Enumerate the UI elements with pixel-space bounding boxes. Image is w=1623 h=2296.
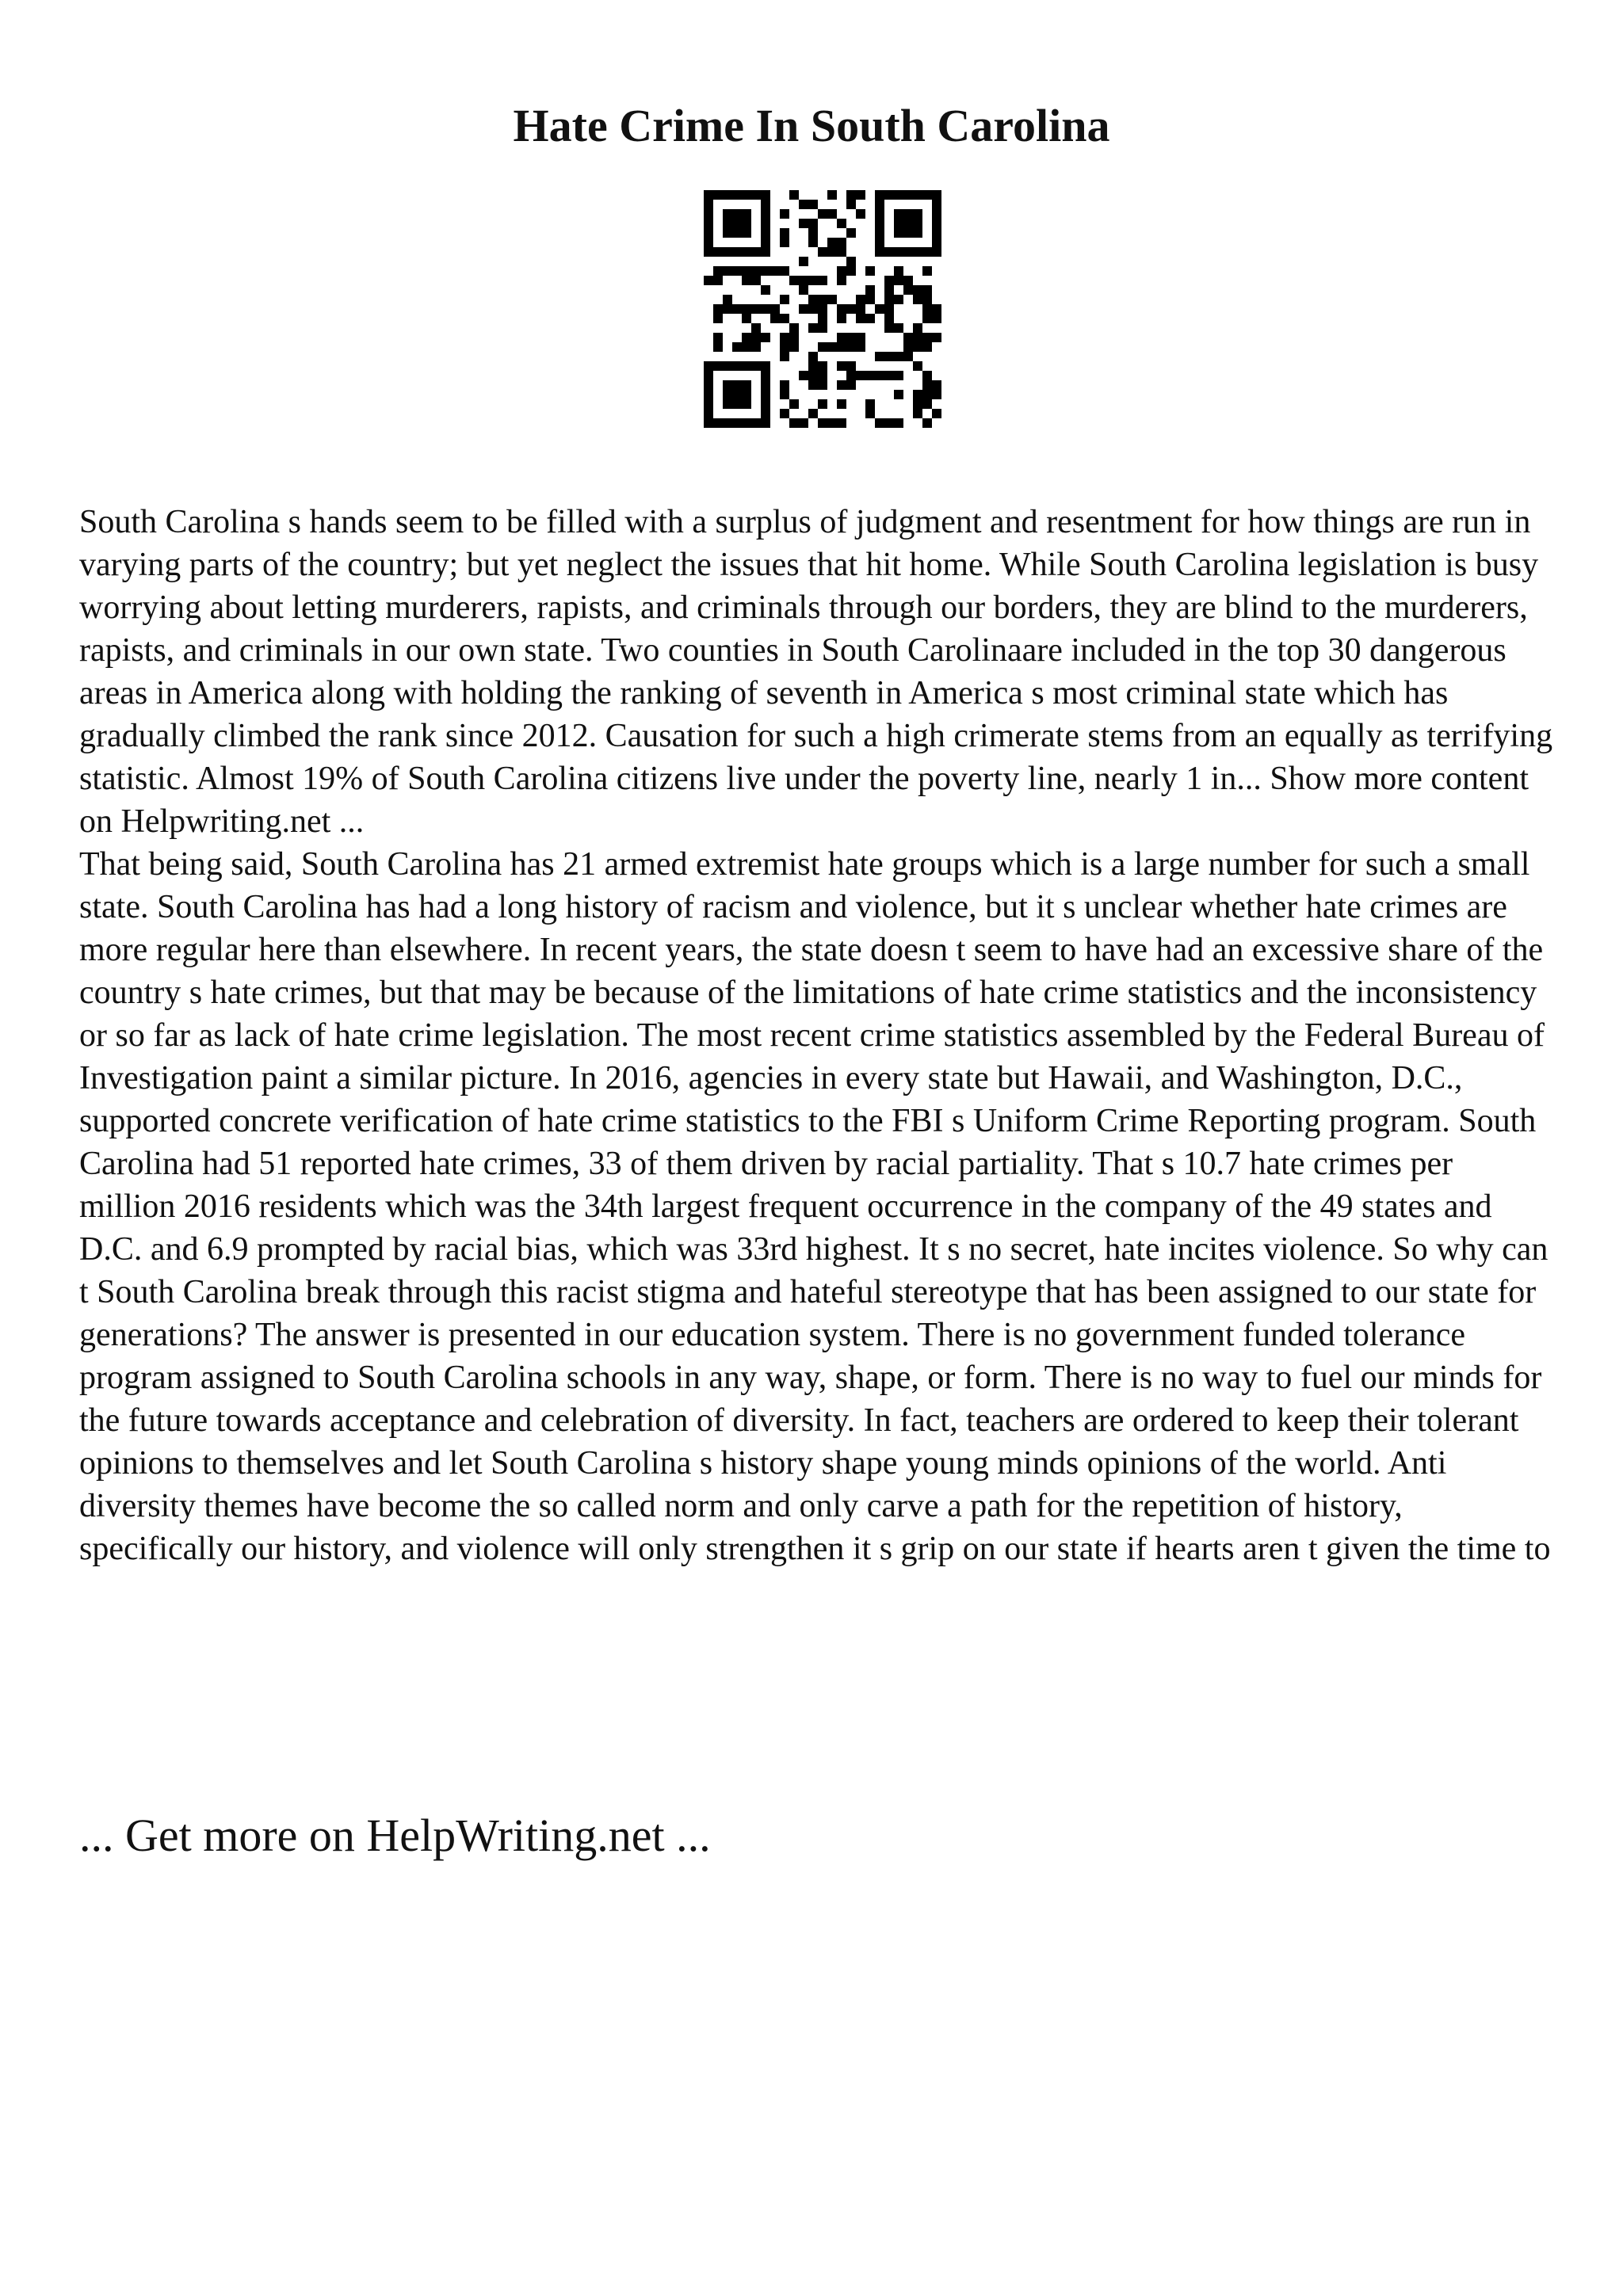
essay-paragraph-2: That being said, South Carolina has 21 armed extremist hate groups which is a large number for such a small state. South Carolina has had a long history of racism and violence, but it s unclear whether hate crimes are more regular here than elsewhere. In recent years, the state doesn t seem to have had an excessive share of the country s hate crimes, but that may be because of the limitations of hate crime statistics and the inconsistency or so far as lack of hate crime legislation. The most recent crime statistics assembled by the Federal Bureau of Investigation paint a similar picture. In 2016, agencies in every state but Hawaii, and Washington, D.C., supported concrete verification of hate crime statistics to the FBI s Uniform Crime Reporting program. South Carolina had 51 reported hate crimes, 33 of them driven by racial partiality. That s 10.7 hate crimes per million 2016 residents which was the 34th largest frequent occurrence in the company of the 49 states and D.C. and 6.9 prompted by racial bias, which was 33rd highest. It s no secret, hate incites violence. So why can t South Carolina break through this racist stigma and hateful stereotype that has been assigned to our state for generations? The answer is presented in our education system. There is no government funded tolerance program assigned to South Carolina schools in any way, shape, or form. There is no way to fuel our minds for the future towards acceptance and celebration of diversity. In fact, teachers are ordered to keep their tolerant opinions to themselves and let South Carolina s history shape young minds opinions of the world. Anti diversity themes have become the so called norm and only carve a path for the repetition of history, specifically our history, and violence will only strengthen it s grip on our state if hearts aren t given the time to <box>79 846 1551 1567</box>
get-more-link[interactable]: ... Get more on HelpWriting.net ... <box>79 1810 711 1861</box>
page-title: Hate Crime In South Carolina <box>513 100 1110 151</box>
essay-body <box>79 501 1553 1570</box>
qr-code-icon <box>704 190 941 428</box>
essay-paragraph-1: South Carolina s hands seem to be filled with a surplus of judgment and resentment for how things are run in varying parts of the country; but yet neglect the issues that hit home. While South Carolina legislation is busy worrying about letting murderers, rapists, and criminals through our borders, they are blind to the murderers, rapists, and criminals in our own state. Two counties in South Carolinaare included in the top 30 dangerous areas in America along with holding the ranking of seventh in America s most criminal state which has gradually climbed the rank since 2012. Causation for such a high crimerate stems from an equally as terrifying statistic. Almost 19% of South Carolina citizens live under the poverty line, nearly 1 in... Show more content on Helpwriting.net ... <box>79 504 1553 840</box>
